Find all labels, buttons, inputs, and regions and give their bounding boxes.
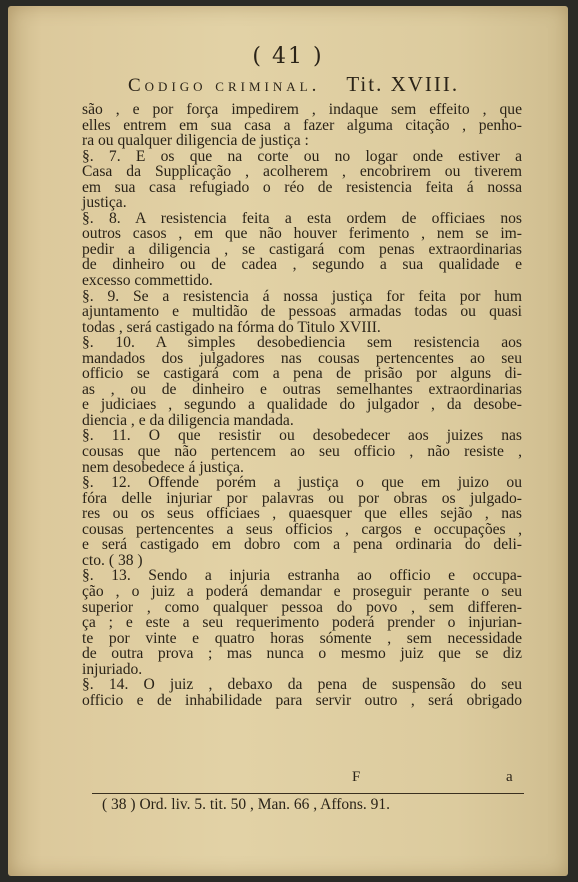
text-line: §. 12. Offende porém a justiça o que em juizo ou xyxy=(82,474,522,492)
text-line: cousas que não pertencem ao seu officio , não resiste , xyxy=(82,443,522,461)
text-line: ajuntamento e multidão de pessoas armadas todas ou quasi xyxy=(82,303,522,321)
text-line: nem desobedece á justiça. xyxy=(82,458,244,476)
text-line: superior , como qualquer pessoa do povo , sem differen- xyxy=(82,598,522,616)
text-line: §. 8. A resistencia feita a esta ordem de officiaes nos xyxy=(82,209,522,227)
body-text xyxy=(82,102,522,708)
book-page xyxy=(8,6,568,876)
text-line: §. 7. E os que na corte ou no logar onde estiver a xyxy=(82,147,522,165)
text-line: e será castigado em dobro com a pena ordinaria do deli- xyxy=(82,536,522,554)
text-line: as , ou de dinheiro e outras semelhantes extraordinarias xyxy=(82,380,522,398)
footnote-rule xyxy=(92,793,524,794)
text-line: mandados dos julgadores nas cousas pertencentes ao seu xyxy=(82,349,522,367)
text-line: injuriado. xyxy=(82,660,143,678)
text-line: de dinheiro ou de cadea , segundo a sua qualidade e xyxy=(82,256,522,274)
text-line: §. 10. A simples desobediencia sem resistencia aos xyxy=(82,334,522,352)
catchword: a xyxy=(506,769,513,785)
text-line: te por vinte e quatro horas sómente , sem necessidade xyxy=(82,629,522,647)
footnote: ( 38 ) Ord. liv. 5. tit. 50 , Man. 66 , Affons. 91. xyxy=(102,796,391,813)
text-line: Casa da Supplicação , acolherem , encobrirem ou tiverem xyxy=(82,163,522,181)
text-line: cto. ( 38 ) xyxy=(82,551,143,569)
text-line: ça ; e este a seu requerimento poderá prender o injurian- xyxy=(82,614,522,632)
text-line: de outra prova ; mas nunca o mesmo juiz que se diz xyxy=(82,645,522,663)
text-line: officio e de inhabilidade para servir outro , será obrigado xyxy=(82,691,522,709)
text-line: ra ou qualquer diligencia de justiça : xyxy=(82,132,309,150)
text-line: §. 14. O juiz , debaxo da pena de suspensão do seu xyxy=(82,676,522,694)
text-line: §. 11. O que resistir ou desobedecer aos juizes nas xyxy=(82,427,522,445)
page-number: ( 41 ) xyxy=(252,44,324,69)
text-line: excesso commettido. xyxy=(82,272,213,290)
text-line: fóra delle injuriar por palavras ou por obras os julgado- xyxy=(82,489,522,507)
text-line: ção , o juiz a poderá demandar e proseguir perante o seu xyxy=(82,582,522,600)
text-line: diencia , e da diligencia mandada. xyxy=(82,411,294,429)
text-line: são , e por força impedirem , indaque sem effeito , que xyxy=(82,101,522,118)
section-heading: Tit. XVIII. xyxy=(346,72,460,96)
running-header xyxy=(128,72,488,97)
text-line: cousas pertencentes a seus officios , cargos e occupações , xyxy=(82,520,522,538)
text-line: res ou os seus officiaes , quaesquer que elles sejão , nas xyxy=(82,505,522,523)
text-line: §. 13. Sendo a injuria estranha ao officio e occupa- xyxy=(82,567,522,585)
text-line: officio se castigará com a pena de prisão por alguns di- xyxy=(82,365,522,383)
text-line: e judiciaes , segundo a qualidade do julgador , da desobe- xyxy=(82,396,522,414)
text-line: todas , será castigado na fórma do Titulo XVIII. xyxy=(82,318,381,336)
text-line: outros casos , em que não houver ferimento , nem se im- xyxy=(82,225,522,243)
text-line: elles entrem em sua casa a fazer alguma citação , penho- xyxy=(82,116,522,134)
text-line: pedir a diligencia , se castigará com penas extraordinarias xyxy=(82,240,522,258)
signature-mark: F xyxy=(352,769,361,785)
text-line: em sua casa refugiado o réo de resistencia feita á nossa xyxy=(82,178,522,196)
text-line: justiça. xyxy=(82,194,127,212)
running-title: Codigo criminal. xyxy=(128,75,321,96)
text-line: §. 9. Se a resistencia á nossa justiça for feita por hum xyxy=(82,287,522,305)
